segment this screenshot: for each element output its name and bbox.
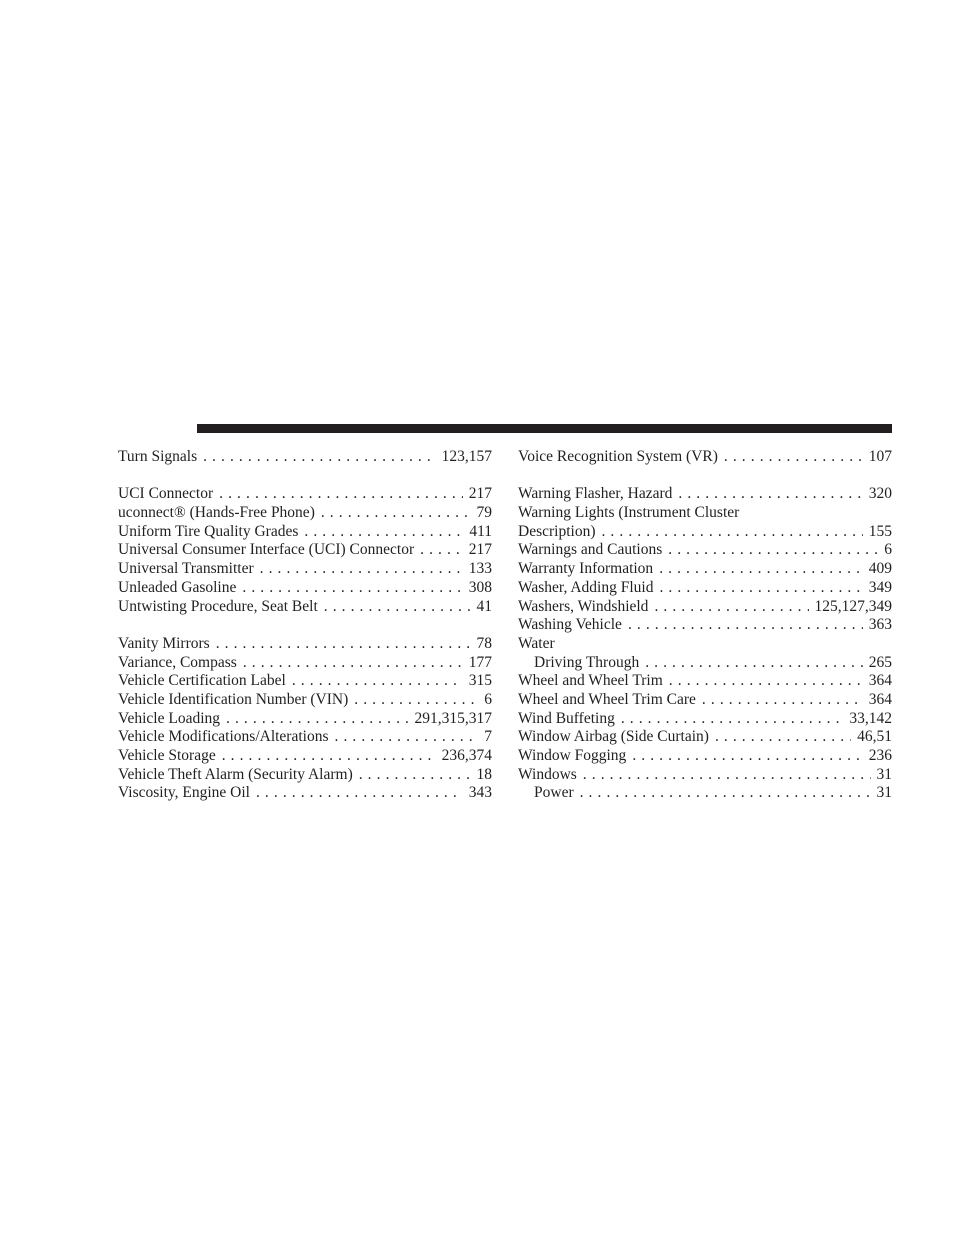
entry-page: 7 (484, 728, 492, 746)
dot-leader (222, 747, 436, 766)
dot-leader (702, 691, 863, 710)
header-rule (197, 424, 892, 433)
dot-leader (645, 654, 863, 673)
index-column-left (118, 448, 492, 803)
entry-page: 78 (476, 634, 492, 652)
index-entry (118, 654, 492, 673)
entry-page: 79 (476, 504, 492, 522)
index-subentry (518, 784, 892, 803)
entry-label: Voice Recognition System (VR) (518, 448, 718, 465)
index-entry (518, 579, 892, 598)
index-subentry (518, 654, 892, 673)
index-entry (518, 560, 892, 579)
entry-label: Vehicle Identification Number (VIN) (118, 690, 349, 708)
index-entry (118, 710, 492, 729)
dot-leader (668, 541, 878, 560)
dot-leader (203, 448, 436, 467)
dot-leader (226, 710, 408, 729)
index-entry (518, 616, 892, 635)
entry-page: 291,315,317 (414, 709, 492, 727)
entry-label: Viscosity, Engine Oil (118, 784, 250, 802)
entry-page: 409 (868, 560, 892, 578)
entry-label: Warning Flasher, Hazard (518, 485, 673, 503)
index-entry (518, 485, 892, 504)
entry-page: 33,142 (849, 709, 892, 727)
entry-page: 41 (476, 597, 492, 615)
entry-label: Power (534, 784, 574, 802)
entry-page: 217 (468, 485, 492, 503)
entry-page: 31 (876, 784, 892, 802)
entry-label: Window Fogging (518, 747, 627, 764)
index-entry (118, 523, 492, 542)
entry-label: Warnings and Cautions (518, 541, 663, 559)
dot-leader (583, 766, 871, 785)
dot-leader (632, 747, 862, 766)
entry-page: 320 (868, 485, 892, 503)
entry-page: 308 (468, 578, 492, 596)
dot-leader (678, 485, 862, 504)
dot-leader (216, 635, 471, 654)
entry-page: 349 (868, 578, 892, 596)
index-entry (118, 635, 492, 654)
index-entry (118, 448, 492, 467)
dot-leader (420, 541, 463, 560)
index-entry (118, 541, 492, 560)
entry-label: Vehicle Certification Label (118, 672, 286, 690)
entry-label: Vehicle Theft Alarm (Security Alarm) (118, 765, 353, 783)
entry-page: 155 (868, 522, 892, 540)
index-entry (518, 672, 892, 691)
entry-page: 236,374 (441, 747, 492, 764)
index-entry (518, 747, 892, 766)
dot-leader (669, 672, 863, 691)
entry-page: 31 (876, 765, 892, 783)
entry-label: Unleaded Gasoline (118, 578, 237, 596)
entry-label: Turn Signals (118, 448, 198, 465)
index-entry (118, 747, 492, 766)
entry-page: 315 (468, 672, 492, 690)
index-entry (118, 784, 492, 803)
entry-page: 6 (484, 690, 492, 708)
index-entry (118, 579, 492, 598)
index-entry (118, 691, 492, 710)
entry-page: 107 (868, 448, 892, 465)
entry-page: 125,127,349 (814, 597, 892, 615)
index-entry (118, 598, 492, 617)
entry-page: 46,51 (857, 728, 892, 746)
dot-leader (715, 728, 851, 747)
index-column-right (518, 448, 892, 803)
entry-label: Window Airbag (Side Curtain) (518, 728, 709, 746)
dot-leader (260, 560, 463, 579)
entry-label: Windows (518, 765, 577, 783)
entry-label: Vehicle Loading (118, 709, 221, 727)
entry-label: UCI Connector (118, 485, 214, 503)
section-gap (518, 467, 892, 486)
dot-leader (354, 691, 478, 710)
entry-label: Uniform Tire Quality Grades (118, 522, 299, 540)
entry-label: Washer, Adding Fluid (518, 578, 654, 596)
entry-page: 236 (868, 747, 892, 764)
entry-label: Washers, Windshield (518, 597, 649, 615)
section-gap (118, 467, 492, 486)
entry-label: Variance, Compass (118, 653, 237, 671)
dot-leader (219, 485, 463, 504)
index-entry (518, 448, 892, 467)
dot-leader (601, 523, 862, 542)
dot-leader (621, 710, 844, 729)
entry-label: Vehicle Storage (118, 747, 216, 764)
entry-page: 133 (468, 560, 492, 578)
index-entry (518, 523, 892, 542)
entry-label: Wheel and Wheel Trim Care (518, 690, 696, 708)
dot-leader (359, 766, 471, 785)
entry-page: 363 (868, 616, 892, 634)
index-entry-heading (518, 635, 892, 654)
entry-page: 18 (476, 765, 492, 783)
entry-page: 123,157 (441, 448, 492, 465)
entry-page: 364 (868, 690, 892, 708)
index-entry (118, 485, 492, 504)
dot-leader (659, 560, 863, 579)
dot-leader (321, 504, 471, 523)
entry-label: Wind Buffeting (518, 709, 615, 727)
dot-leader (659, 579, 862, 598)
index-entry (118, 728, 492, 747)
entry-page: 343 (468, 784, 492, 802)
entry-label: Driving Through (534, 653, 640, 671)
dot-leader (724, 448, 863, 467)
entry-label: Vehicle Modifications/Alterations (118, 728, 329, 746)
dot-leader (243, 654, 463, 673)
index-entry-heading (518, 504, 892, 523)
entry-label: Untwisting Procedure, Seat Belt (118, 597, 318, 615)
index-entry (118, 766, 492, 785)
entry-label: Wheel and Wheel Trim (518, 672, 663, 690)
index-entry (518, 710, 892, 729)
entry-label: Universal Transmitter (118, 560, 254, 578)
dot-leader (304, 523, 463, 542)
section-gap (118, 616, 492, 635)
entry-page: 411 (469, 522, 492, 540)
index-entry (118, 504, 492, 523)
entry-page: 364 (868, 672, 892, 690)
entry-label: Universal Consumer Interface (UCI) Connector (118, 541, 415, 559)
entry-label: Water (518, 634, 555, 652)
dot-leader (628, 616, 863, 635)
entry-page: 217 (468, 541, 492, 559)
entry-page: 265 (868, 653, 892, 671)
index-entry (518, 691, 892, 710)
entry-label: Washing Vehicle (518, 616, 622, 634)
entry-label: Warning Lights (Instrument Cluster (518, 504, 740, 522)
dot-leader (256, 784, 463, 803)
index-entry (518, 598, 892, 617)
index-entry (118, 560, 492, 579)
dot-leader (324, 598, 471, 617)
entry-label: Warranty Information (518, 560, 654, 578)
dot-leader (580, 784, 871, 803)
entry-page: 177 (468, 653, 492, 671)
entry-page: 6 (884, 541, 892, 559)
dot-leader (242, 579, 462, 598)
index-entry (118, 672, 492, 691)
index-entry (518, 728, 892, 747)
entry-label: uconnect® (Hands-Free Phone) (118, 504, 315, 522)
index-entry (518, 766, 892, 785)
index-entry (518, 541, 892, 560)
entry-label: Description) (518, 522, 596, 540)
dot-leader (335, 728, 479, 747)
dot-leader (654, 598, 808, 617)
entry-label: Vanity Mirrors (118, 634, 210, 652)
dot-leader (292, 672, 463, 691)
